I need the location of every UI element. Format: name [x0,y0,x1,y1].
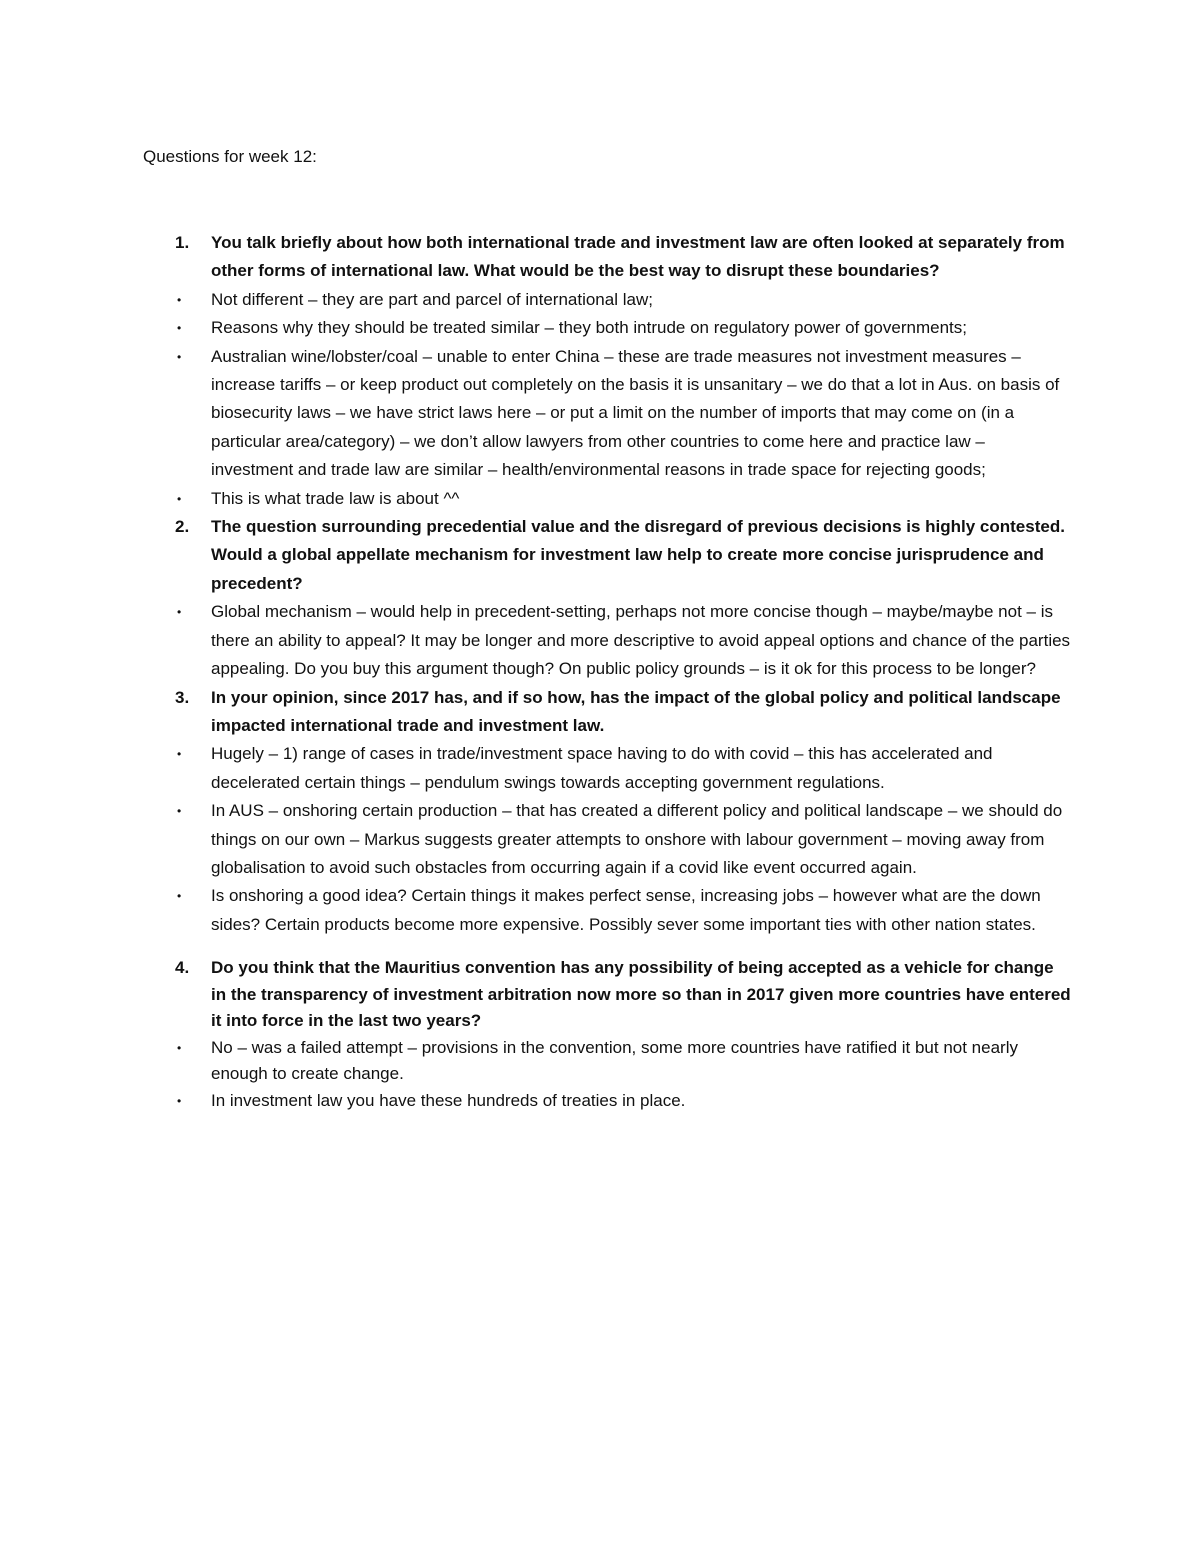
note-text: Hugely – 1) range of cases in trade/investment space having to do with covid – this has accelerated and decelerated certain things – pendulum swings towards accepting government regulations. [211,744,993,792]
note-text: In AUS – onshoring certain production – that has created a different policy and political landscape – we should do things on our own – Markus suggests greater attempts to onshore with labour government – moving away from globalisation to avoid such obstacles from occurring again if a covid like event occurred again. [211,801,1063,877]
note-bullet [0,485,1200,513]
question-text: Do you think that the Mauritius convention has any possibility of being accepted as a vehicle for change in the transparency of investment arbitration now more so than in 2017 given more countries have entered it into force in the last two years? [211,958,1071,1031]
question-text: In your opinion, since 2017 has, and if so how, has the impact of the global policy and political landscape impacted international trade and investment law. [211,687,1061,735]
question-item [0,229,1200,286]
bullet-icon: • [177,1040,182,1055]
bullet-icon: • [177,292,182,307]
bullet-icon: • [177,491,182,506]
bullet-icon: • [177,747,182,762]
page-title: Questions for week 12: [143,147,317,166]
note-text: This is what trade law is about ^^ [211,488,460,508]
bullet-icon: • [177,889,182,904]
note-text: Australian wine/lobster/coal – unable to enter China – these are trade measures not investment measures – increase tariffs – or keep product out completely on the basis it is unsanitary – we do that a lot in Aus. on basis of biosecurity laws – we have strict laws here – or put a limit on the number of imports that may come on (in a particular area/category) – we don’t allow lawyers from other countries to come here and practice law – investment and trade law are similar – health/environmental reasons in trade space for rejecting goods; [211,346,1060,480]
question-number: 4. [175,958,190,978]
question-number: 3. [175,687,190,707]
question-text: You talk briefly about how both international trade and investment law are often looked at separately from other forms of international law. What would be the best way to disrupt these boundaries? [211,233,1065,281]
note-bullet [0,343,1200,485]
note-bullet [0,797,1200,882]
note-text: Global mechanism – would help in precedent-setting, perhaps not more concise though – maybe/maybe not – is there an ability to appeal? It may be longer and more descriptive to avoid appeal options and chance of the parties appealing. Do you buy this argument though? On public policy grounds – is it ok for this process to be longer? [211,602,1071,679]
bullet-icon: • [177,605,182,620]
question-number: 2. [175,517,190,537]
note-bullet [0,1088,1200,1115]
bullet-icon: • [177,1093,182,1108]
note-text: Is onshoring a good idea? Certain things it makes perfect sense, increasing jobs – however what are the down sides? Certain products become more expensive. Possibly sever some important ties with other nation states. [211,886,1041,934]
bullet-icon: • [177,349,182,364]
note-text: In investment law you have these hundreds of treaties in place. [211,1090,686,1110]
bullet-icon: • [177,321,182,336]
note-bullet [0,598,1200,683]
note-bullet [0,740,1200,797]
question-item [0,513,1200,598]
note-text: No – was a failed attempt – provisions in the convention, some more countries have ratified it but not nearly enough to create change. [211,1037,1018,1084]
question-number: 1. [175,233,190,252]
note-bullet [0,286,1200,314]
note-text: Reasons why they should be treated similar – they both intrude on regulatory power of governments; [211,318,967,338]
question-item [0,684,1200,741]
question-text: The question surrounding precedential value and the disregard of previous decisions is highly contested. Would a global appellate mechanism for investment law help to create more concise jurisprudence and precedent? [211,517,1065,593]
bullet-icon: • [177,804,182,819]
note-bullet [0,314,1200,342]
note-bullet [0,1035,1200,1088]
question-item [0,955,1200,1035]
questions-list [0,229,1200,1114]
note-text: Not different – they are part and parcel of international law; [211,289,653,309]
note-bullet [0,882,1200,939]
